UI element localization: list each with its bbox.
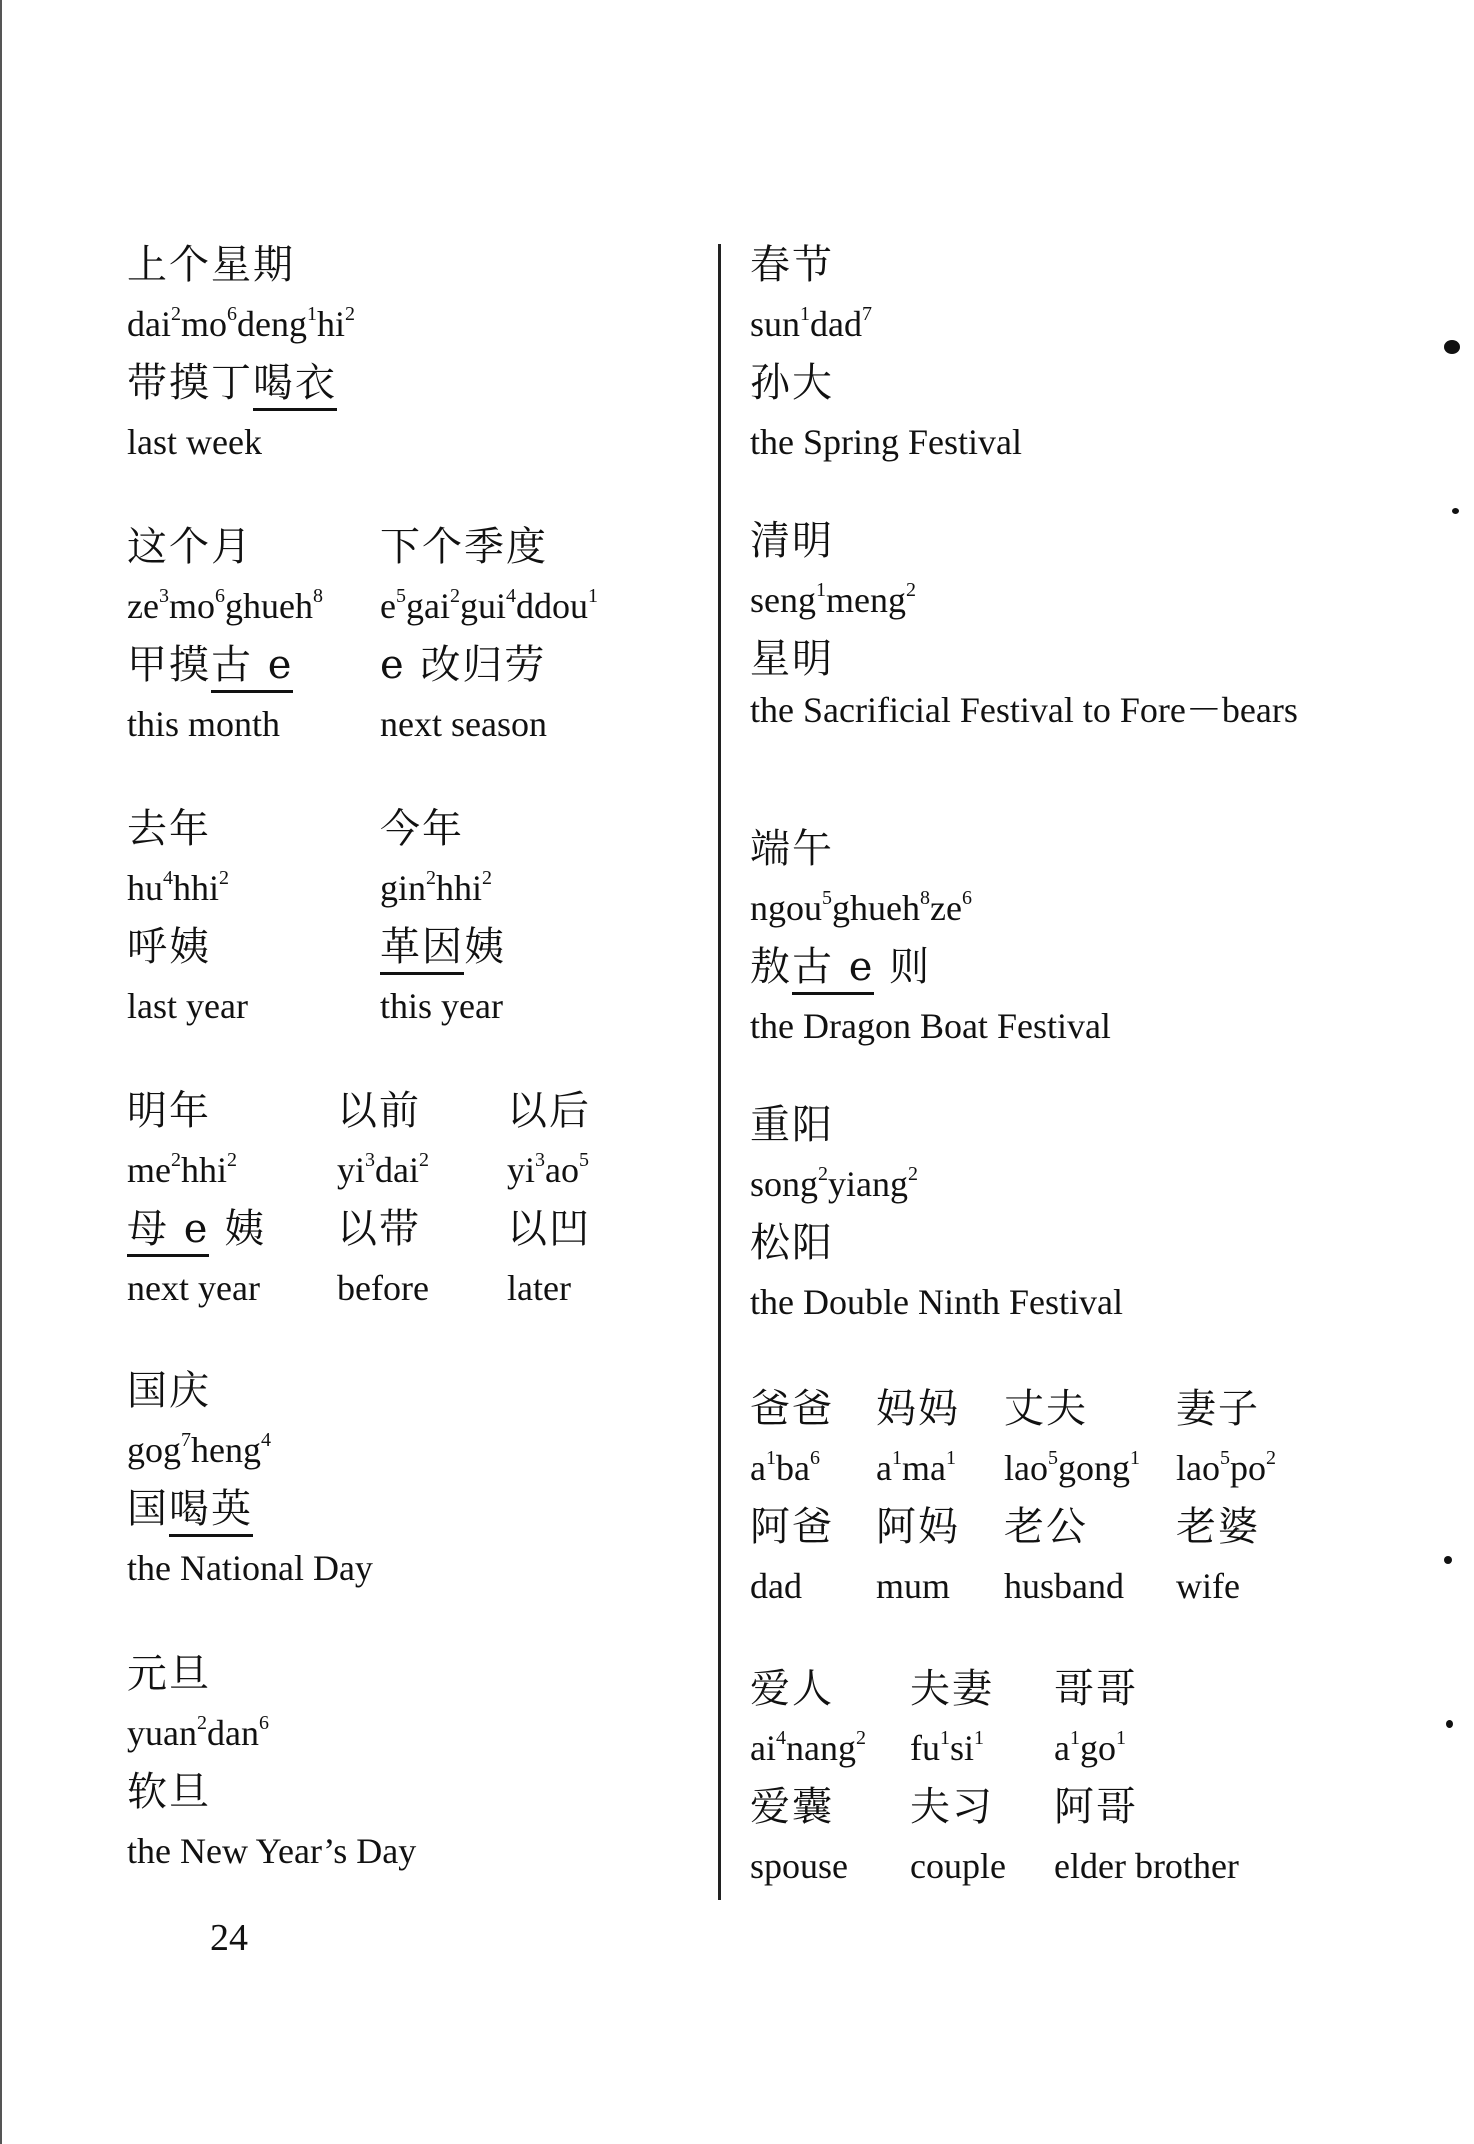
- dialect-romanization: [380, 577, 598, 636]
- dialect-romanization: [1176, 1439, 1276, 1498]
- dialect-romanization: [337, 1141, 429, 1200]
- tone-number: 1: [940, 1727, 950, 1749]
- homophone-segment: 以带: [337, 1206, 421, 1252]
- vocab-entry: [1054, 1660, 1239, 1896]
- chinese-word: 今年: [380, 806, 464, 852]
- tone-number: 3: [365, 1149, 376, 1171]
- homophone-segment: 阿妈: [876, 1504, 960, 1550]
- syllable: ai: [750, 1728, 776, 1768]
- tone-number: 6: [227, 303, 237, 325]
- homophone-segment: 则: [874, 944, 932, 990]
- page-edge: [0, 0, 2, 2144]
- vocab-entry: [127, 1082, 266, 1318]
- homophone-segment: 阿爸: [750, 1504, 834, 1550]
- vocab-entry: [910, 1660, 1006, 1896]
- dialect-romanization: [750, 1155, 1123, 1214]
- tone-number: 2: [482, 867, 493, 889]
- syllable: a: [750, 1448, 766, 1488]
- homophone-segment: 甲摸: [127, 642, 211, 688]
- syllable: fu: [910, 1728, 940, 1768]
- tone-number: 2: [345, 303, 355, 325]
- tone-number: 1: [765, 1447, 776, 1469]
- syllable: po: [1229, 1448, 1266, 1488]
- syllable: dai: [127, 304, 171, 344]
- syllable: yi: [337, 1150, 366, 1190]
- dialect-romanization: [127, 295, 355, 354]
- tone-number: 2: [219, 867, 230, 889]
- dialect-romanization: [750, 295, 1022, 354]
- chinese-word: 丈夫: [1004, 1386, 1088, 1432]
- chinese-word: 妻子: [1176, 1386, 1260, 1432]
- homophone-segment: 松阳: [750, 1220, 834, 1266]
- syllable: ba: [775, 1448, 810, 1488]
- tone-number: 1: [1069, 1727, 1080, 1749]
- syllable: mo: [168, 586, 215, 626]
- scan-speck: [1444, 1556, 1452, 1564]
- tone-number: 2: [426, 867, 437, 889]
- homophone-segment: 阿哥: [1054, 1784, 1138, 1830]
- underlined-segment: 喝衣: [253, 360, 337, 411]
- dialect-romanization: [127, 1704, 416, 1763]
- chinese-word: 下个季度: [380, 524, 548, 570]
- syllable: gong: [1057, 1448, 1130, 1488]
- homophone-characters: [876, 1498, 960, 1557]
- tone-number: 1: [945, 1447, 956, 1469]
- english-translation: the New Year’s Day: [127, 1831, 417, 1871]
- homophone-characters: [750, 630, 1340, 689]
- homophone-segment: e 改归劳: [380, 642, 547, 688]
- vocab-entry: [380, 800, 506, 1036]
- syllable: yi: [507, 1150, 536, 1190]
- syllable: ddou: [515, 586, 588, 626]
- syllable: lao: [1004, 1448, 1048, 1488]
- vocab-entry: [507, 1082, 591, 1318]
- english-translation: next year: [127, 1268, 260, 1308]
- dialect-romanization: [380, 859, 506, 918]
- vocab-entry: [127, 800, 248, 1036]
- english-translation: later: [507, 1268, 571, 1308]
- homophone-characters: [337, 1200, 429, 1259]
- homophone-segment: 孙大: [750, 360, 834, 406]
- tone-number: 5: [822, 887, 832, 909]
- homophone-characters: [750, 1214, 1123, 1273]
- homophone-characters: [1176, 1498, 1276, 1557]
- tone-number: 1: [974, 1727, 985, 1749]
- syllable: ze: [127, 586, 159, 626]
- syllable: hhi: [436, 868, 483, 908]
- english-translation: spouse: [750, 1846, 848, 1886]
- syllable: e: [380, 586, 396, 626]
- syllable: yuan: [127, 1713, 197, 1753]
- vocab-entry: [380, 518, 598, 754]
- english-translation: this month: [127, 704, 281, 744]
- tone-number: 4: [260, 1429, 271, 1451]
- homophone-characters: [380, 636, 598, 695]
- syllable: seng: [750, 580, 816, 620]
- syllable: a: [1054, 1728, 1070, 1768]
- homophone-characters: [127, 636, 323, 695]
- tone-number: 3: [158, 585, 169, 607]
- syllable: ngou: [750, 888, 822, 928]
- homophone-segment: 以凹: [507, 1206, 591, 1252]
- syllable: hhi: [173, 868, 220, 908]
- homophone-characters: [1004, 1498, 1140, 1557]
- syllable: me: [127, 1150, 171, 1190]
- vocab-entry: [127, 518, 323, 754]
- tone-number: 6: [214, 585, 225, 607]
- tone-number: 2: [905, 579, 916, 601]
- homophone-characters: [507, 1200, 591, 1259]
- english-translation: the Dragon Boat Festival: [750, 1006, 1111, 1046]
- homophone-characters: [750, 1778, 866, 1837]
- chinese-word: 以后: [507, 1088, 591, 1134]
- chinese-word: 上个星期: [127, 242, 295, 288]
- vocab-entry: [1176, 1380, 1276, 1616]
- homophone-characters: [127, 354, 355, 413]
- tone-number: 6: [961, 887, 972, 909]
- tone-number: 1: [587, 585, 598, 607]
- homophone-characters: [750, 354, 1022, 413]
- chinese-word: 以前: [337, 1088, 421, 1134]
- dialect-romanization: [1004, 1439, 1140, 1498]
- tone-number: 4: [163, 867, 173, 889]
- syllable: go: [1079, 1728, 1116, 1768]
- tone-number: 1: [800, 303, 811, 325]
- tone-number: 3: [535, 1149, 546, 1171]
- syllable: song: [750, 1164, 819, 1204]
- tone-number: 6: [809, 1447, 820, 1469]
- vocab-entry: [750, 1660, 866, 1896]
- dialect-romanization: [127, 577, 323, 636]
- chinese-word: 端午: [750, 826, 834, 872]
- chinese-word: 明年: [127, 1088, 211, 1134]
- syllable: ze: [929, 888, 962, 928]
- english-translation: couple: [910, 1846, 1006, 1886]
- english-translation: dad: [750, 1566, 802, 1606]
- english-translation: husband: [1004, 1566, 1124, 1606]
- homophone-segment: 夫习: [910, 1784, 994, 1830]
- tone-number: 1: [816, 579, 826, 601]
- chinese-word: 元旦: [127, 1651, 211, 1697]
- homophone-segment: 国: [127, 1486, 169, 1532]
- vocab-entry: [876, 1380, 960, 1616]
- syllable: dai: [375, 1150, 419, 1190]
- tone-number: 2: [1265, 1447, 1276, 1469]
- underlined-segment: 革因: [380, 924, 464, 975]
- tone-number: 2: [170, 1149, 181, 1171]
- vocab-entry: [750, 820, 1111, 1056]
- english-translation: the Double Ninth Festival: [750, 1282, 1123, 1322]
- tone-number: 2: [170, 303, 181, 325]
- dialect-romanization: [910, 1719, 1006, 1778]
- dialect-romanization: [127, 859, 248, 918]
- english-translation: last year: [127, 986, 248, 1026]
- homophone-characters: [910, 1778, 1006, 1837]
- homophone-characters: [127, 1200, 266, 1259]
- tone-number: 7: [181, 1429, 191, 1451]
- homophone-characters: [127, 1480, 373, 1539]
- syllable: si: [950, 1728, 975, 1768]
- syllable: deng: [237, 304, 307, 344]
- syllable: dan: [206, 1713, 259, 1753]
- homophone-segment: 带摸丁: [127, 360, 253, 406]
- homophone-characters: [750, 938, 1111, 997]
- syllable: hi: [316, 304, 345, 344]
- tone-number: 5: [1219, 1447, 1230, 1469]
- tone-number: 4: [505, 585, 516, 607]
- english-translation: mum: [876, 1566, 951, 1606]
- homophone-segment: 敖: [750, 944, 792, 990]
- syllable: lao: [1176, 1448, 1220, 1488]
- syllable: sun: [750, 304, 801, 344]
- syllable: dad: [810, 304, 862, 344]
- english-translation: the Spring Festival: [750, 422, 1022, 462]
- english-translation: next season: [380, 704, 547, 744]
- homophone-characters: [127, 1763, 416, 1822]
- chinese-word: 这个月: [127, 524, 253, 570]
- syllable: gin: [380, 868, 427, 908]
- tone-number: 5: [1047, 1447, 1058, 1469]
- syllable: nang: [785, 1728, 856, 1768]
- homophone-segment: 星明: [750, 636, 834, 682]
- syllable: a: [876, 1448, 892, 1488]
- syllable: gai: [405, 586, 450, 626]
- dialect-romanization: [876, 1439, 960, 1498]
- syllable: ao: [545, 1150, 579, 1190]
- tone-number: 5: [395, 585, 406, 607]
- vocab-entry: [750, 1380, 834, 1616]
- english-translation: wife: [1176, 1566, 1240, 1606]
- tone-number: 1: [891, 1447, 902, 1469]
- english-translation: this year: [380, 986, 503, 1026]
- tone-number: 2: [818, 1163, 829, 1185]
- tone-number: 7: [862, 303, 872, 325]
- homophone-segment: 老公: [1004, 1504, 1088, 1550]
- tone-number: 1: [306, 303, 317, 325]
- underlined-segment: 古 e: [211, 642, 293, 693]
- scan-speck: [1452, 508, 1459, 514]
- underlined-segment: 喝英: [169, 1486, 253, 1537]
- tone-number: 4: [775, 1727, 786, 1749]
- homophone-segment: 姨: [209, 1206, 267, 1252]
- chinese-word: 春节: [750, 242, 834, 288]
- tone-number: 2: [196, 1712, 207, 1734]
- vocab-entry: [750, 1096, 1123, 1332]
- chinese-word: 爱人: [750, 1666, 834, 1712]
- vocab-entry: [337, 1082, 429, 1318]
- underlined-segment: 古 e: [792, 944, 874, 995]
- english-translation: the National Day: [127, 1548, 373, 1588]
- tone-number: 1: [1115, 1727, 1126, 1749]
- syllable: mo: [180, 304, 227, 344]
- english-translation: the Sacrificial Festival to Fore－bears: [750, 690, 1298, 730]
- chinese-word: 重阳: [750, 1102, 834, 1148]
- scan-speck: [1446, 1720, 1453, 1728]
- syllable: hu: [127, 868, 163, 908]
- syllable: ghueh: [224, 586, 313, 626]
- english-translation: elder brother: [1054, 1846, 1239, 1886]
- tone-number: 2: [419, 1149, 429, 1171]
- tone-number: 5: [579, 1149, 589, 1171]
- tone-number: 1: [1129, 1447, 1140, 1469]
- underlined-segment: 母 e: [127, 1206, 209, 1257]
- page-number: 24: [210, 1917, 248, 1959]
- column-divider: [718, 244, 721, 1900]
- vocab-entry: [750, 512, 1340, 731]
- syllable: hhi: [180, 1150, 227, 1190]
- homophone-characters: [750, 1498, 834, 1557]
- homophone-segment: 呼姨: [127, 924, 211, 970]
- dialect-romanization: [750, 879, 1111, 938]
- vocab-entry: [750, 236, 1022, 472]
- syllable: heng: [191, 1430, 261, 1470]
- scan-speck: [1444, 340, 1460, 354]
- homophone-characters: [127, 918, 248, 977]
- vocab-entry: [127, 1362, 373, 1598]
- vocab-entry: [127, 236, 355, 472]
- chinese-word: 清明: [750, 518, 834, 564]
- dialect-romanization: [750, 1719, 866, 1778]
- chinese-word: 妈妈: [876, 1386, 960, 1432]
- chinese-word: 爸爸: [750, 1386, 834, 1432]
- syllable: gog: [127, 1430, 181, 1470]
- homophone-characters: [380, 918, 506, 977]
- english-translation: before: [337, 1268, 429, 1308]
- tone-number: 2: [449, 585, 460, 607]
- syllable: yiang: [828, 1164, 908, 1204]
- dialect-romanization: [127, 1141, 266, 1200]
- english-translation: last week: [127, 422, 262, 462]
- tone-number: 6: [258, 1712, 269, 1734]
- chinese-word: 哥哥: [1054, 1666, 1138, 1712]
- chinese-word: 去年: [127, 806, 211, 852]
- tone-number: 2: [908, 1163, 918, 1185]
- homophone-segment: 姨: [464, 924, 506, 970]
- dialect-romanization: [750, 571, 1340, 630]
- homophone-segment: 软旦: [127, 1769, 211, 1815]
- chinese-word: 夫妻: [910, 1666, 994, 1712]
- syllable: meng: [826, 580, 906, 620]
- vocab-entry: [1004, 1380, 1140, 1616]
- syllable: ma: [901, 1448, 946, 1488]
- dialect-romanization: [507, 1141, 591, 1200]
- tone-number: 2: [855, 1727, 866, 1749]
- tone-number: 8: [919, 887, 930, 909]
- syllable: ghueh: [832, 888, 920, 928]
- tone-number: 2: [227, 1149, 237, 1171]
- vocab-entry: [127, 1645, 416, 1881]
- chinese-word: 国庆: [127, 1368, 211, 1414]
- syllable: gui: [459, 586, 506, 626]
- homophone-segment: 老婆: [1176, 1504, 1260, 1550]
- dialect-romanization: [1054, 1719, 1239, 1778]
- homophone-segment: 爱囊: [750, 1784, 834, 1830]
- dialect-romanization: [750, 1439, 834, 1498]
- homophone-characters: [1054, 1778, 1239, 1837]
- dialect-romanization: [127, 1421, 373, 1480]
- tone-number: 8: [312, 585, 323, 607]
